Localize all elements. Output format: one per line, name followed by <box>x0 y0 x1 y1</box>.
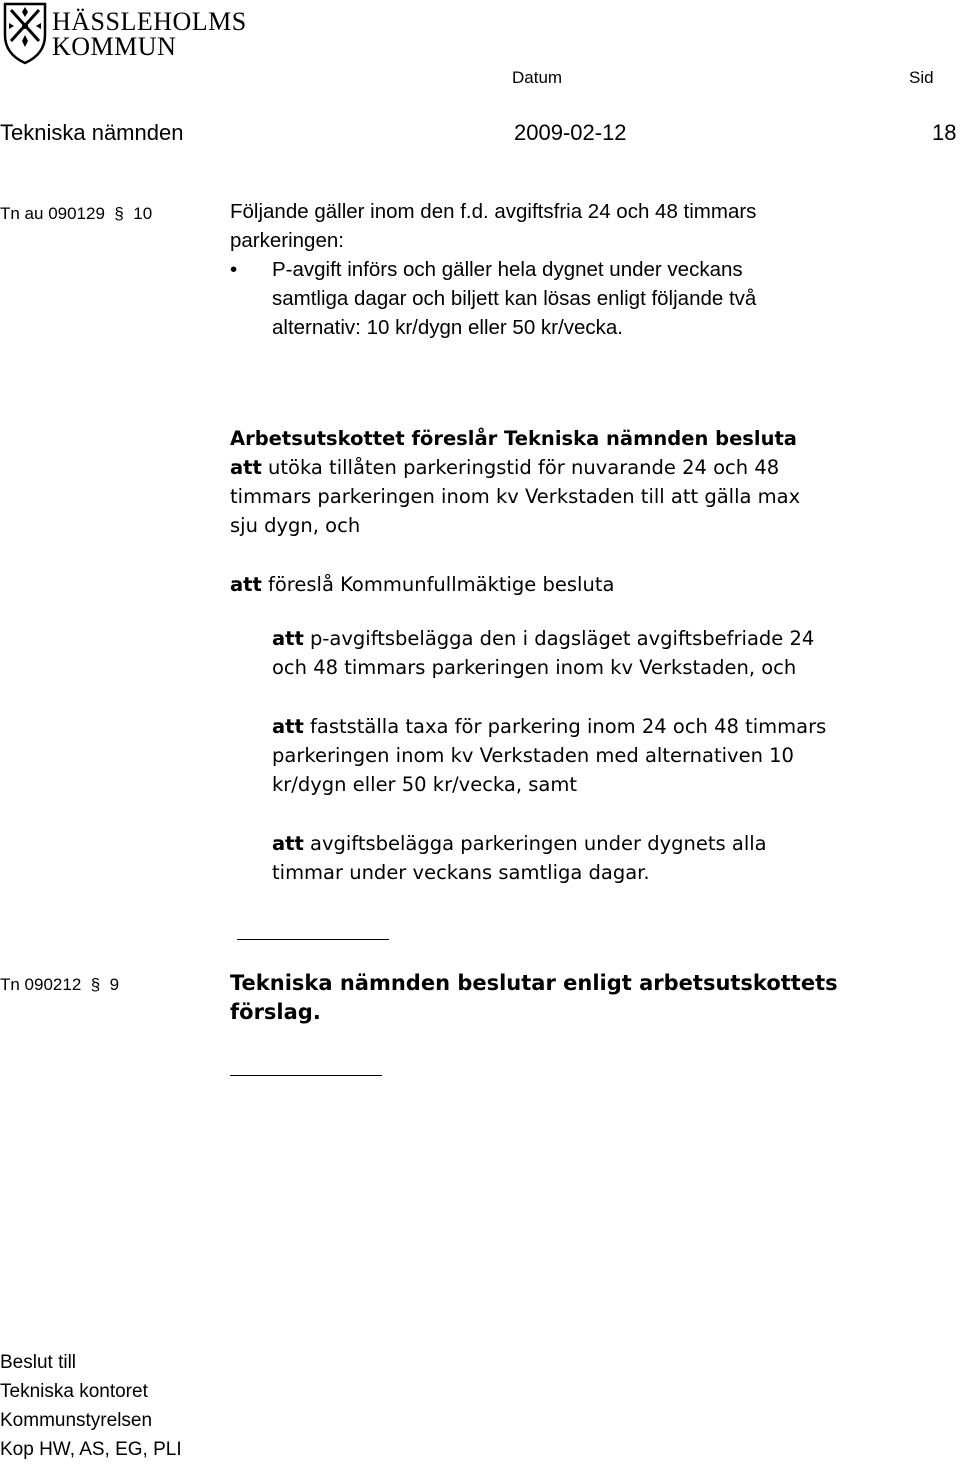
sid-label: Sid <box>909 68 934 87</box>
bullet-line: alternativ: 10 kr/dygn eller 50 kr/vecka. <box>272 316 623 339</box>
bullet-line: P-avgift införs och gäller hela dygnet under veckans <box>272 258 743 281</box>
att-keyword: att <box>230 573 262 596</box>
sub-decision-item <box>272 624 814 682</box>
final-decision-line: Tekniska nämnden beslutar enligt arbetsutskottets <box>230 971 838 995</box>
att-keyword: att <box>272 715 304 738</box>
sub-decision-text: fastställa taxa för parkering inom 24 och 48 timmars <box>303 715 827 738</box>
decision-text: sju dygn, och <box>230 514 361 537</box>
decision-item <box>230 570 614 599</box>
municipality-logo <box>0 0 247 66</box>
paragraph-icon: § <box>109 204 129 223</box>
att-keyword: att <box>272 832 304 855</box>
sub-decision-text: timmar under veckans samtliga dagar. <box>272 861 650 884</box>
sub-decision-text: p-avgiftsbelägga den i dagsläget avgiftsbefriade 24 <box>303 627 815 650</box>
section-divider <box>237 939 389 940</box>
att-keyword: att <box>230 456 262 479</box>
final-decision-line: förslag. <box>230 1000 321 1024</box>
section-divider <box>230 1075 382 1076</box>
decision-text: utöka tillåten parkeringstid för nuvarande 24 och 48 <box>261 456 780 479</box>
reference-tn-id: Tn 090212 <box>0 975 82 994</box>
logo-line-1: HÄSSLEHOLMS <box>52 7 247 36</box>
reference-au-id: Tn au 090129 <box>0 204 105 223</box>
sub-decision-text: och 48 timmars parkeringen inom kv Verkstaden, och <box>272 656 797 679</box>
meeting-date: 2009-02-12 <box>514 120 627 145</box>
distribution-list <box>0 1348 182 1464</box>
decision-text: föreslå Kommunfullmäktige besluta <box>261 573 615 596</box>
reference-au-paragraph: 10 <box>133 204 153 223</box>
reference-tn <box>0 975 119 995</box>
coat-of-arms-icon <box>2 1 48 65</box>
distribution-line: Kop HW, AS, EG, PLI <box>0 1439 182 1460</box>
datum-label: Datum <box>512 68 563 87</box>
bullet-item <box>230 255 757 342</box>
distribution-line: Tekniska kontoret <box>0 1381 148 1402</box>
reference-tn-paragraph: 9 <box>109 975 120 994</box>
bullet-icon: • <box>230 258 238 281</box>
sub-decision-item <box>272 712 826 799</box>
att-keyword: att <box>272 627 304 650</box>
decision-text: timmars parkeringen inom kv Verkstaden till att gälla max <box>230 485 801 508</box>
sub-decision-text: kr/dygn eller 50 kr/vecka, samt <box>272 773 577 796</box>
intro-line: Följande gäller inom den f.d. avgiftsfria 24 och 48 timmars <box>230 200 757 223</box>
intro-line: parkeringen: <box>230 229 344 252</box>
reference-au <box>0 204 152 224</box>
decision-item <box>230 453 800 540</box>
proposal-heading: Arbetsutskottet föreslår Tekniska nämnden besluta <box>230 427 797 450</box>
committee-name: Tekniska nämnden <box>0 120 184 145</box>
bullet-line: samtliga dagar och biljett kan lösas enligt följande två <box>272 287 757 310</box>
logo-line-2: KOMMUN <box>52 32 177 61</box>
intro-paragraph <box>230 197 756 255</box>
distribution-line: Beslut till <box>0 1352 77 1373</box>
final-decision <box>230 969 838 1027</box>
page-number: 18 <box>932 120 957 145</box>
sub-decision-text: parkeringen inom kv Verkstaden med alternativen 10 <box>272 744 794 767</box>
distribution-line: Kommunstyrelsen <box>0 1410 153 1431</box>
bullet-list <box>230 255 757 342</box>
paragraph-icon: § <box>86 975 105 994</box>
sub-decision-item <box>272 829 767 887</box>
sub-decision-text: avgiftsbelägga parkeringen under dygnets alla <box>303 832 767 855</box>
